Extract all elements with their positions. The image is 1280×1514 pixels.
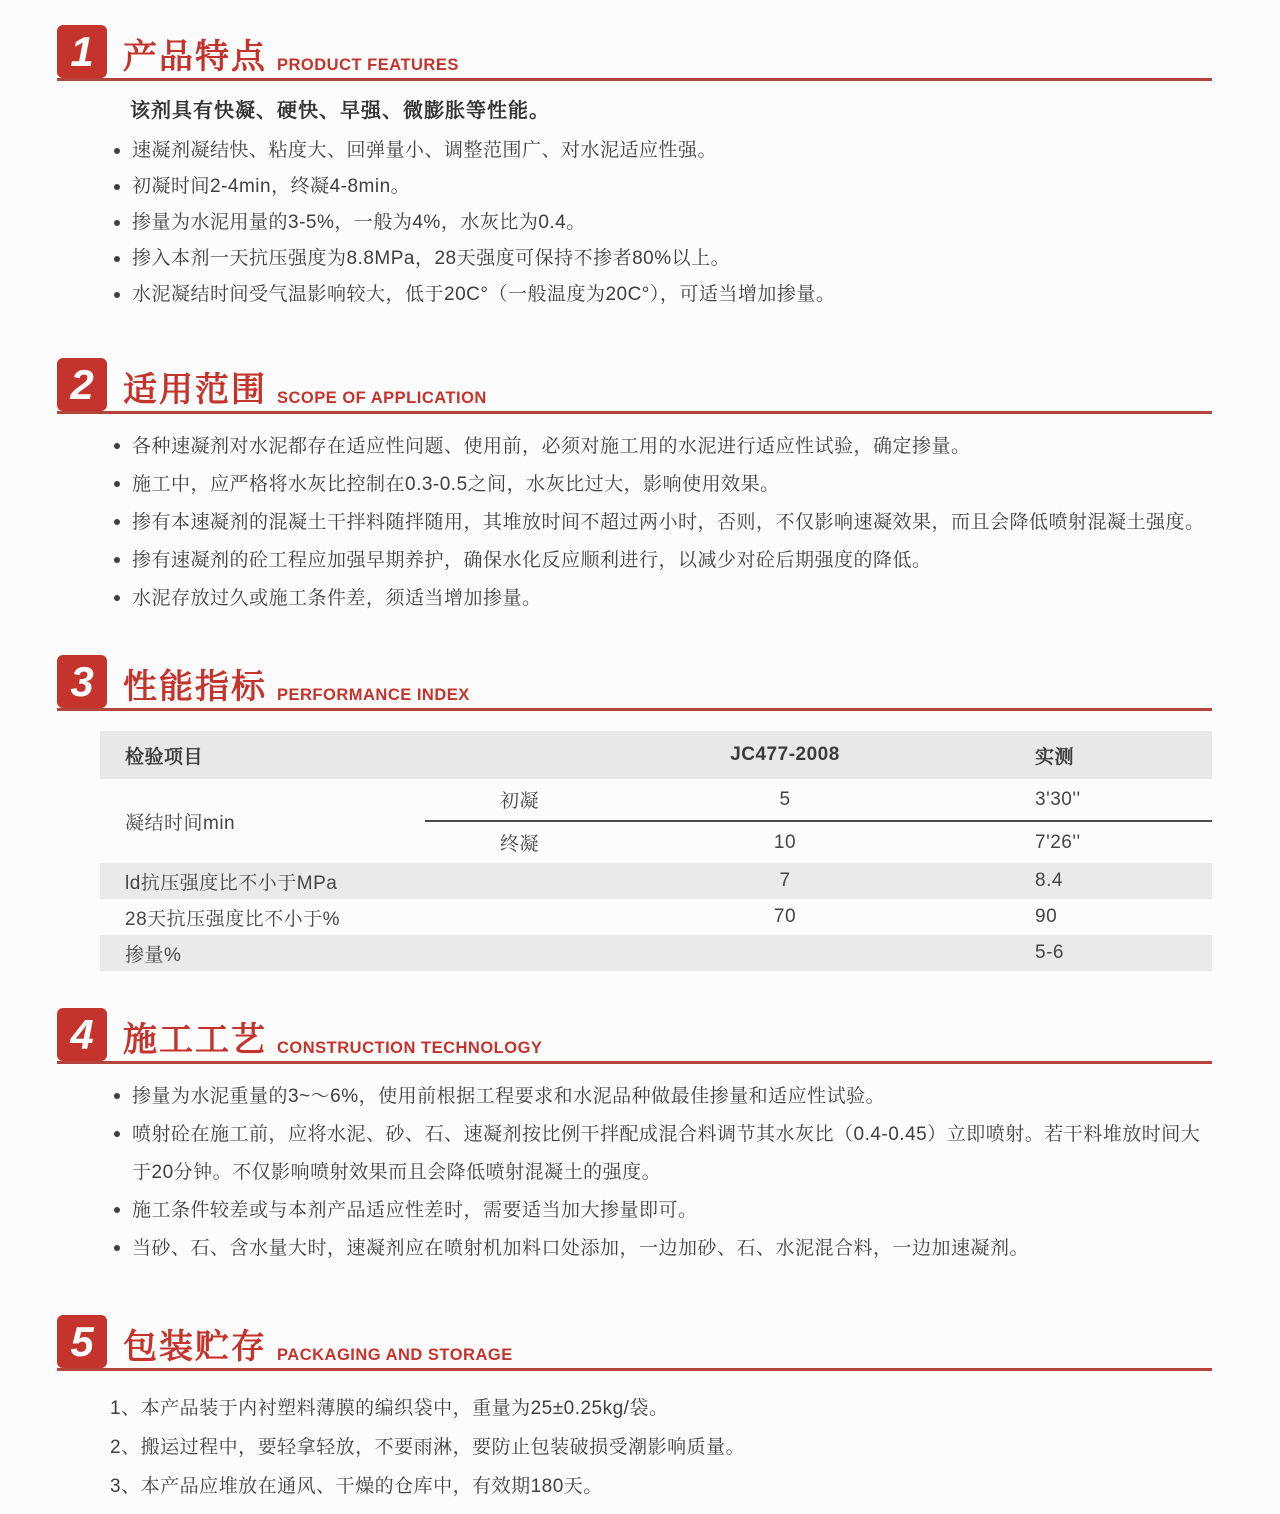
subrow-measured-value: 7'26'' bbox=[1035, 831, 1081, 853]
row-label: 掺量% bbox=[125, 944, 182, 966]
section-number-badge: 1 bbox=[57, 25, 107, 78]
list-item: 2、搬运过程中，要轻拿轻放，不要雨淋，要防止包装破损受潮影响质量。 bbox=[110, 1437, 746, 1458]
section-header-3 bbox=[57, 652, 1212, 711]
section-product-features bbox=[0, 0, 1280, 313]
row-label: ld抗压强度比不小于MPa bbox=[125, 872, 338, 894]
bullet-item: 掺量为水泥用量的3-5%，一般为4%，水灰比为0.4。 bbox=[112, 205, 1210, 241]
section-header-1 bbox=[57, 22, 1212, 81]
row-standard-value: 7 bbox=[779, 870, 791, 891]
row-label: 28天抗压强度比不小于% bbox=[125, 908, 341, 930]
section-title-en: SCOPE OF APPLICATION bbox=[277, 388, 487, 407]
section-title-cn: 产品特点 bbox=[123, 38, 267, 76]
group-subrows bbox=[490, 779, 1212, 863]
list-item: 3、本产品应堆放在通风、干燥的仓库中，有效期180天。 bbox=[110, 1476, 603, 1497]
bullet-item: 施工条件较差或与本剂产品适应性差时，需要适当加大掺量即可。 bbox=[112, 1192, 1210, 1230]
section-title-cn: 适用范围 bbox=[123, 371, 267, 409]
section-number-badge: 5 bbox=[57, 1315, 107, 1368]
bullet-item: 掺量为水泥重量的3~～6%，使用前根据工程要求和水泥品种做最佳掺量和适应性试验。 bbox=[112, 1078, 1210, 1116]
section-header-5 bbox=[57, 1312, 1212, 1371]
bullet-item: 掺有速凝剂的砼工程应加强早期养护，确保水化反应顺利进行，以减少对砼后期强度的降低。 bbox=[112, 542, 1210, 580]
bullet-item: 掺入本剂一天抗压强度为8.8MPa，28天强度可保持不掺者80%以上。 bbox=[112, 241, 1210, 277]
table-row bbox=[100, 935, 1212, 971]
section-title-cn: 性能指标 bbox=[123, 668, 267, 706]
section-title-cn: 施工工艺 bbox=[123, 1021, 267, 1059]
section-number-badge: 2 bbox=[57, 358, 107, 411]
row-measured-value: 8.4 bbox=[1035, 870, 1063, 891]
section-title-en: PRODUCT FEATURES bbox=[277, 55, 459, 74]
scope-bullet-list bbox=[112, 428, 1210, 618]
subrow-measured-value: 3'30'' bbox=[1035, 788, 1081, 810]
features-intro-line: 该剂具有快凝、硬快、早强、微膨胀等性能。 bbox=[130, 100, 550, 122]
table-row bbox=[490, 779, 1212, 820]
features-bullet-list bbox=[112, 133, 1210, 313]
performance-table bbox=[100, 731, 1212, 971]
table-row bbox=[100, 863, 1212, 899]
packaging-numbered-list bbox=[110, 1389, 1210, 1506]
section-header-4 bbox=[57, 1005, 1212, 1064]
bullet-item: 水泥存放过久或施工条件差，须适当增加掺量。 bbox=[112, 580, 1210, 618]
list-item: 1、本产品装于内衬塑料薄膜的编织袋中，重量为25±0.25kg/袋。 bbox=[110, 1398, 669, 1419]
bullet-item: 水泥凝结时间受气温影响较大，低于20C°（一般温度为20C°），可适当增加掺量。 bbox=[112, 277, 1210, 313]
col-header-standard: JC477-2008 bbox=[730, 744, 840, 765]
subrow-standard-value: 10 bbox=[773, 831, 797, 853]
group-label: 凝结时间min bbox=[125, 812, 236, 834]
section-title-cn: 包装贮存 bbox=[123, 1328, 267, 1366]
subrow-label: 终凝 bbox=[500, 834, 540, 855]
section-header-2 bbox=[57, 355, 1212, 414]
bullet-item: 施工中，应严格将水灰比控制在0.3-0.5之间，水灰比过大，影响使用效果。 bbox=[112, 466, 1210, 504]
row-standard-value: 70 bbox=[773, 906, 797, 927]
section-number-badge: 3 bbox=[57, 655, 107, 708]
row-measured-value: 5-6 bbox=[1035, 942, 1064, 963]
bullet-item: 当砂、石、含水量大时，速凝剂应在喷射机加料口处添加，一边加砂、石、水泥混合料，一边加速凝剂。 bbox=[112, 1230, 1210, 1268]
bullet-item: 速凝剂凝结快、粘度大、回弹量小、调整范围广、对水泥适应性强。 bbox=[112, 133, 1210, 169]
table-row-group-setting-time bbox=[100, 779, 1212, 863]
section-title-en: PERFORMANCE INDEX bbox=[277, 685, 470, 704]
section-title-en: PACKAGING AND STORAGE bbox=[277, 1345, 513, 1364]
table-header-row bbox=[100, 731, 1212, 779]
bullet-item: 掺有本速凝剂的混凝土干拌料随拌随用，其堆放时间不超过两小时，否则，不仅影响速凝效果，而且会降低喷射混凝土强度。 bbox=[112, 504, 1210, 542]
subrow-standard-value: 5 bbox=[779, 788, 791, 810]
bullet-item: 各种速凝剂对水泥都存在适应性问题、使用前，必须对施工用的水泥进行适应性试验，确定掺量。 bbox=[112, 428, 1210, 466]
section-construction-technology bbox=[0, 1005, 1280, 1268]
section-title-en: CONSTRUCTION TECHNOLOGY bbox=[277, 1038, 543, 1057]
bullet-item: 喷射砼在施工前，应将水泥、砂、石、速凝剂按比例干拌配成混合料调节其水灰比（0.4-0.45）立即喷射。若干料堆放时间大于20分钟。不仅影响喷射效果而且会降低喷射混凝土的强度。 bbox=[112, 1116, 1210, 1192]
section-performance-index bbox=[0, 652, 1280, 971]
table-row bbox=[490, 822, 1212, 863]
section-packaging-and-storage bbox=[0, 1312, 1280, 1506]
subrow-label: 初凝 bbox=[500, 791, 540, 812]
col-header-item: 检验项目 bbox=[125, 746, 204, 768]
bullet-item: 初凝时间2-4min，终凝4-8min。 bbox=[112, 169, 1210, 205]
col-header-measured: 实测 bbox=[1035, 746, 1075, 768]
section-number-badge: 4 bbox=[57, 1008, 107, 1061]
section-scope-of-application bbox=[0, 355, 1280, 618]
construction-bullet-list bbox=[112, 1078, 1210, 1268]
row-measured-value: 90 bbox=[1035, 906, 1058, 927]
table-row bbox=[100, 899, 1212, 935]
